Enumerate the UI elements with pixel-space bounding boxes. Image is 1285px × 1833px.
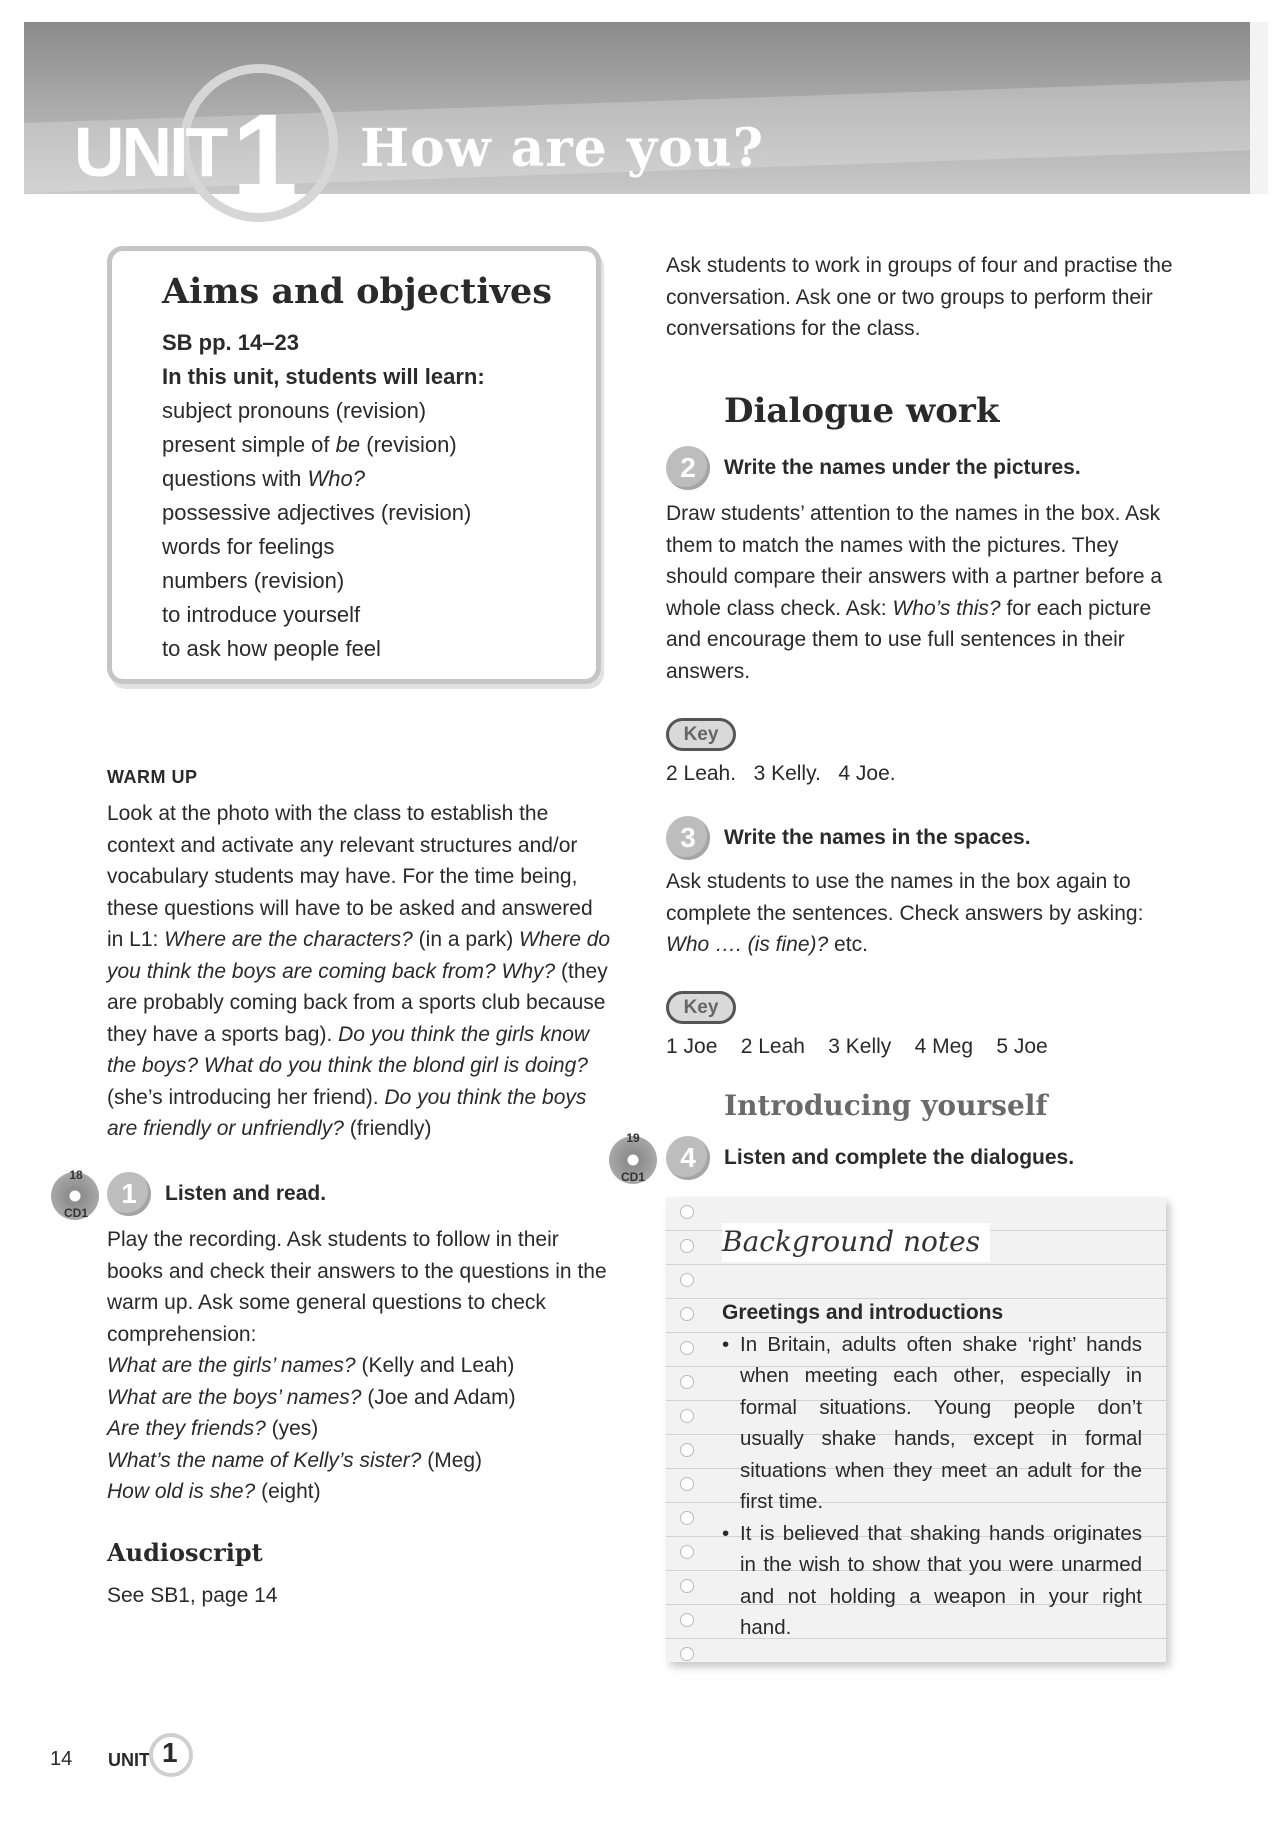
aims-item: possessive adjectives (revision) bbox=[162, 500, 472, 525]
exercise-number: 1 bbox=[107, 1172, 151, 1216]
aims-heading: Aims and objectives bbox=[162, 271, 552, 312]
aims-intro: In this unit, students will learn: bbox=[162, 364, 485, 389]
footer-unit-label: UNIT bbox=[108, 1750, 150, 1770]
cd-track: 19 bbox=[626, 1131, 640, 1145]
background-notes-title: Background notes bbox=[722, 1223, 990, 1262]
warm-up-text: Look at the photo with the class to establish the context and activate any relevant structures and/or vocabulary students may have. For the time being, these questions will have to be asked and answered in L1: Where are the characters? (in a park) Where do you think the boys are coming back from? Why? (they are probably coming back from a sports club because they have a sports bag). Do you think the girls know the boys? What do you think the blond girl is doing? (she’s introducing her friend). Do you think the boys are friendly or unfriendly? (friendly) bbox=[107, 802, 611, 1140]
aims-pages: SB pp. 14–23 bbox=[162, 330, 299, 355]
aims-item: to introduce yourself bbox=[162, 602, 361, 627]
exercise-3-header bbox=[666, 816, 1031, 860]
binder-hole bbox=[680, 1273, 694, 1287]
unit-title: How are you? bbox=[360, 118, 765, 179]
exercise-number: 3 bbox=[666, 816, 710, 860]
binder-hole bbox=[680, 1239, 694, 1253]
binder-hole bbox=[680, 1443, 694, 1457]
exercise-instruction: Write the names under the pictures. bbox=[724, 456, 1081, 479]
aims-item: numbers (revision) bbox=[162, 568, 345, 593]
binder-hole bbox=[680, 1409, 694, 1423]
binder-hole bbox=[680, 1307, 694, 1321]
footer-unit-number: 1 bbox=[162, 1737, 178, 1768]
exercise-1-body: Play the recording. Ask students to follow in their books and check their answers to the questions in the warm up. Ask some general questions to check comprehension: What are the girls’ names? (Kelly and Leah) What are the boys’ names? (Joe and Adam) Are they friends? (yes) What’s the name of Kelly’s sister? (Meg) How old is she? (eight) bbox=[107, 1224, 612, 1508]
binder-hole bbox=[680, 1341, 694, 1355]
banner-edge bbox=[1250, 22, 1268, 194]
intro-paragraph: Ask students to work in groups of four and practise the conversation. Ask one or two groups to perform their conversations for the class. bbox=[666, 254, 1173, 340]
unit-number: 1 bbox=[232, 90, 298, 222]
aims-item: present simple of be (revision) bbox=[162, 432, 457, 457]
warm-up-heading: WARM UP bbox=[107, 767, 198, 787]
binder-hole bbox=[680, 1613, 694, 1627]
exercise-number: 4 bbox=[666, 1136, 710, 1180]
binder-hole bbox=[680, 1647, 694, 1661]
binder-hole bbox=[680, 1205, 694, 1219]
audioscript-text: See SB1, page 14 bbox=[107, 1584, 278, 1607]
introducing-heading: Introducing yourself bbox=[724, 1089, 1048, 1122]
exercise-3-body: Ask students to use the names in the box again to complete the sentences. Check answers by asking: Who …. (is fine)? etc. bbox=[666, 870, 1144, 956]
cd-label: CD1 bbox=[620, 1170, 645, 1184]
exercise-2-body: Draw students’ attention to the names in the box. Ask them to match the names with the pictures. They should compare their answers with a partner before a whole class check. Ask: Who’s this? for each picture and encourage them to use full sentences in their answers. bbox=[666, 502, 1163, 683]
exercise-2-header bbox=[666, 446, 1081, 490]
cd-label: CD1 bbox=[63, 1206, 88, 1220]
qa-line: What’s the name of Kelly’s sister? (Meg) bbox=[107, 1448, 483, 1472]
exercise-instruction: Listen and complete the dialogues. bbox=[724, 1146, 1075, 1169]
binder-hole bbox=[680, 1477, 694, 1491]
qa-line: What are the boys’ names? (Joe and Adam) bbox=[107, 1385, 516, 1409]
qa-line: Are they friends? (yes) bbox=[107, 1417, 319, 1440]
exercise-4-header bbox=[666, 1136, 1074, 1180]
key-badge: Key bbox=[666, 991, 736, 1024]
background-notes-panel bbox=[666, 1197, 1166, 1662]
binder-hole bbox=[680, 1579, 694, 1593]
binder-hole bbox=[680, 1545, 694, 1559]
qa-line: How old is she? (eight) bbox=[107, 1480, 321, 1503]
key-answers: 1 Joe 2 Leah 3 Kelly 4 Meg 5 Joe bbox=[666, 1035, 1048, 1058]
dialogue-work-heading: Dialogue work bbox=[724, 391, 1000, 431]
exercise-number: 2 bbox=[666, 446, 710, 490]
background-subheading: Greetings and introductions bbox=[722, 1301, 1004, 1324]
background-notes-body bbox=[722, 1297, 1142, 1644]
binder-hole bbox=[680, 1375, 694, 1389]
exercise-instruction: Listen and read. bbox=[165, 1182, 327, 1205]
page-number: 14 bbox=[50, 1748, 73, 1770]
background-bullet: • In Britain, adults often shake ‘right’ hands when meeting each other, especially in formal situations. Young people don’t usually shake hands, except in formal situations when they meet an adult for the first time. bbox=[722, 1329, 1142, 1518]
aims-item: questions with Who? bbox=[162, 466, 366, 491]
unit-label: UNIT bbox=[74, 113, 226, 191]
background-bullet: • It is believed that shaking hands originates in the wish to show that you were unarmed and not holding a weapon in your right hand. bbox=[722, 1518, 1142, 1644]
exercise-instruction: Write the names in the spaces. bbox=[724, 826, 1031, 849]
aims-item: words for feelings bbox=[162, 534, 335, 559]
key-answers: 2 Leah. 3 Kelly. 4 Joe. bbox=[666, 762, 896, 785]
cd-track: 18 bbox=[69, 1168, 83, 1182]
audioscript-heading: Audioscript bbox=[107, 1538, 263, 1567]
key-badge: Key bbox=[666, 718, 736, 751]
aims-box bbox=[107, 246, 601, 684]
aims-item: subject pronouns (revision) bbox=[162, 398, 427, 423]
qa-line: What are the girls’ names? (Kelly and Leah) bbox=[107, 1354, 515, 1377]
aims-item: to ask how people feel bbox=[162, 636, 381, 661]
binder-hole bbox=[680, 1511, 694, 1525]
exercise-1-header bbox=[107, 1172, 326, 1216]
